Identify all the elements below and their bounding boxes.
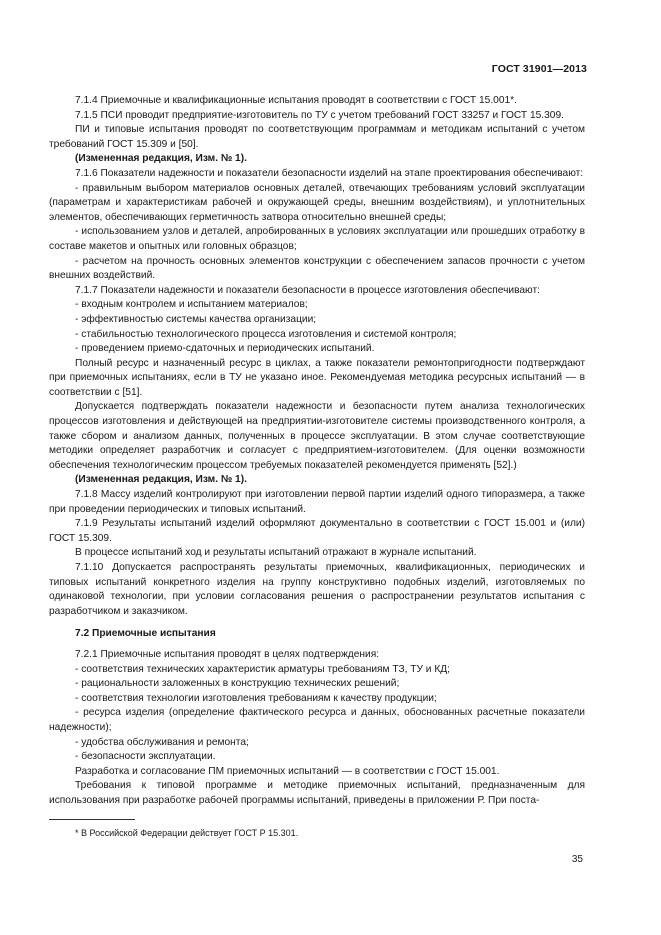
- list-item: - использованием узлов и деталей, апробированных в условиях эксплуатации или прошедших отработку в составе макетов и опытных или головных образцов;: [49, 226, 585, 252]
- list-item: - расчетом на прочность основных элементов конструкции с обеспечением запасов прочности с учетом внешних воздействий.: [49, 255, 585, 282]
- paragraph: 7.1.8 Массу изделий контролируют при изготовлении первой партии изделий одного типоразмера, а также при проведении периодических и типовых испытаний.: [49, 489, 585, 515]
- list-item: - ресурса изделия (определение фактического ресурса и данных, обоснованных расчетные показатели надежности);: [49, 707, 585, 733]
- paragraph: 7.1.6 Показатели надежности и показатели безопасности изделий на этапе проектирования обеспечивают:: [75, 167, 584, 179]
- footnote-divider: [49, 819, 135, 820]
- paragraph: Разработка и согласование ПМ приемочных испытаний — в соответствии с ГОСТ 15.001.: [75, 765, 500, 777]
- paragraph: Полный ресурс и назначенный ресурс в циклах, а также показатели ремонтопригодности подтверждают при приемочных испытаниях, если в ТУ не указано иное. Рекомендуемая методика ресурсных испытаний — в соответствии с [51].: [49, 357, 585, 398]
- list-item: - стабильностью технологического процесса изготовления и системой контроля;: [75, 328, 457, 340]
- section-heading: 7.2 Приемочные испытания: [75, 628, 216, 640]
- list-item: - входным контролем и испытанием материалов;: [75, 299, 308, 311]
- footnote: * В Российской Федерации действует ГОСТ Р 15.301.: [75, 828, 299, 838]
- paragraph: 7.1.5 ПСИ проводит предприятие-изготовитель по ТУ с учетом требований ГОСТ 33257 и ГОСТ 15.309.: [75, 109, 564, 121]
- revision-note: (Измененная редакция, Изм. № 1).: [75, 153, 247, 165]
- list-item: - соответствия технических характеристик арматуры требованиям ТЗ, ТУ и КД;: [75, 663, 450, 675]
- document-body: [49, 94, 585, 809]
- list-item: - удобства обслуживания и ремонта;: [75, 736, 249, 748]
- revision-note: (Измененная редакция, Изм. № 1).: [75, 474, 247, 486]
- list-item: - рациональности заложенных в конструкцию технических решений;: [75, 678, 400, 690]
- paragraph: 7.2.1 Приемочные испытания проводят в целях подтверждения:: [75, 648, 380, 660]
- paragraph: 7.1.7 Показатели надежности и показатели безопасности в процессе изготовления обеспечивают:: [75, 284, 540, 296]
- list-item: - соответствия технологии изготовления требованиям к качеству продукции;: [75, 692, 437, 704]
- list-item: - эффективностью системы качества организации;: [75, 313, 317, 325]
- document-standard-id: ГОСТ 31901—2013: [491, 63, 587, 75]
- paragraph: 7.1.10 Допускается распространять результаты приемочных, квалификационных, периодических и типовых испытаний конкретного изделия на группу конструктивно подобных изделий, изготовляемых по одинаковой технологии, при условии согласования решения о распространении результатов испытания с разработчиком и заказчиком.: [49, 562, 585, 617]
- paragraph: В процессе испытаний ход и результаты испытаний отражают в журнале испытаний.: [75, 547, 477, 559]
- paragraph: Требования к типовой программе и методике приемочных испытаний, предназначенным для использования при разработке рабочей программы испытаний, приведены в приложении Р. При поста-: [49, 780, 585, 806]
- list-item: - безопасности эксплуатации.: [75, 751, 216, 763]
- paragraph: Допускается подтверждать показатели надежности и безопасности путем анализа технологических процессов изготовления и действующей на предприятии-изготовителе системы производственного контроля, а также сбором и анализом данных, полученных в процессе эксплуатации. В этом случае соответствующие методики определяет разработчик и согласует с предприятием-изготовителем. (Для оценки возможности обеспечения технологическим процессом требуемых показателей рекомендуется применять [52].): [49, 401, 585, 471]
- list-item: - правильным выбором материалов основных деталей, отвечающих требованиям условий эксплуатации (параметрам и характеристикам рабочей и окружающей среды, внешним воздействиям), и уплотнительных элементов, обеспечивающих герметичность затвора относительно внешней среды;: [49, 182, 585, 223]
- paragraph: 7.1.4 Приемочные и квалификационные испытания проводят в соответствии с ГОСТ 15.001*.: [75, 95, 517, 106]
- paragraph: 7.1.9 Результаты испытаний изделий оформляют документально в соответствии с ГОСТ 15.001 и (или) ГОСТ 15.309.: [49, 518, 585, 544]
- paragraph: ПИ и типовые испытания проводят по соответствующим программам и методикам испытаний с учетом требований ГОСТ 15.309 и [50].: [49, 124, 585, 150]
- list-item: - проведением приемо-сдаточных и периодических испытаний.: [75, 343, 375, 355]
- page-number: 35: [571, 854, 583, 865]
